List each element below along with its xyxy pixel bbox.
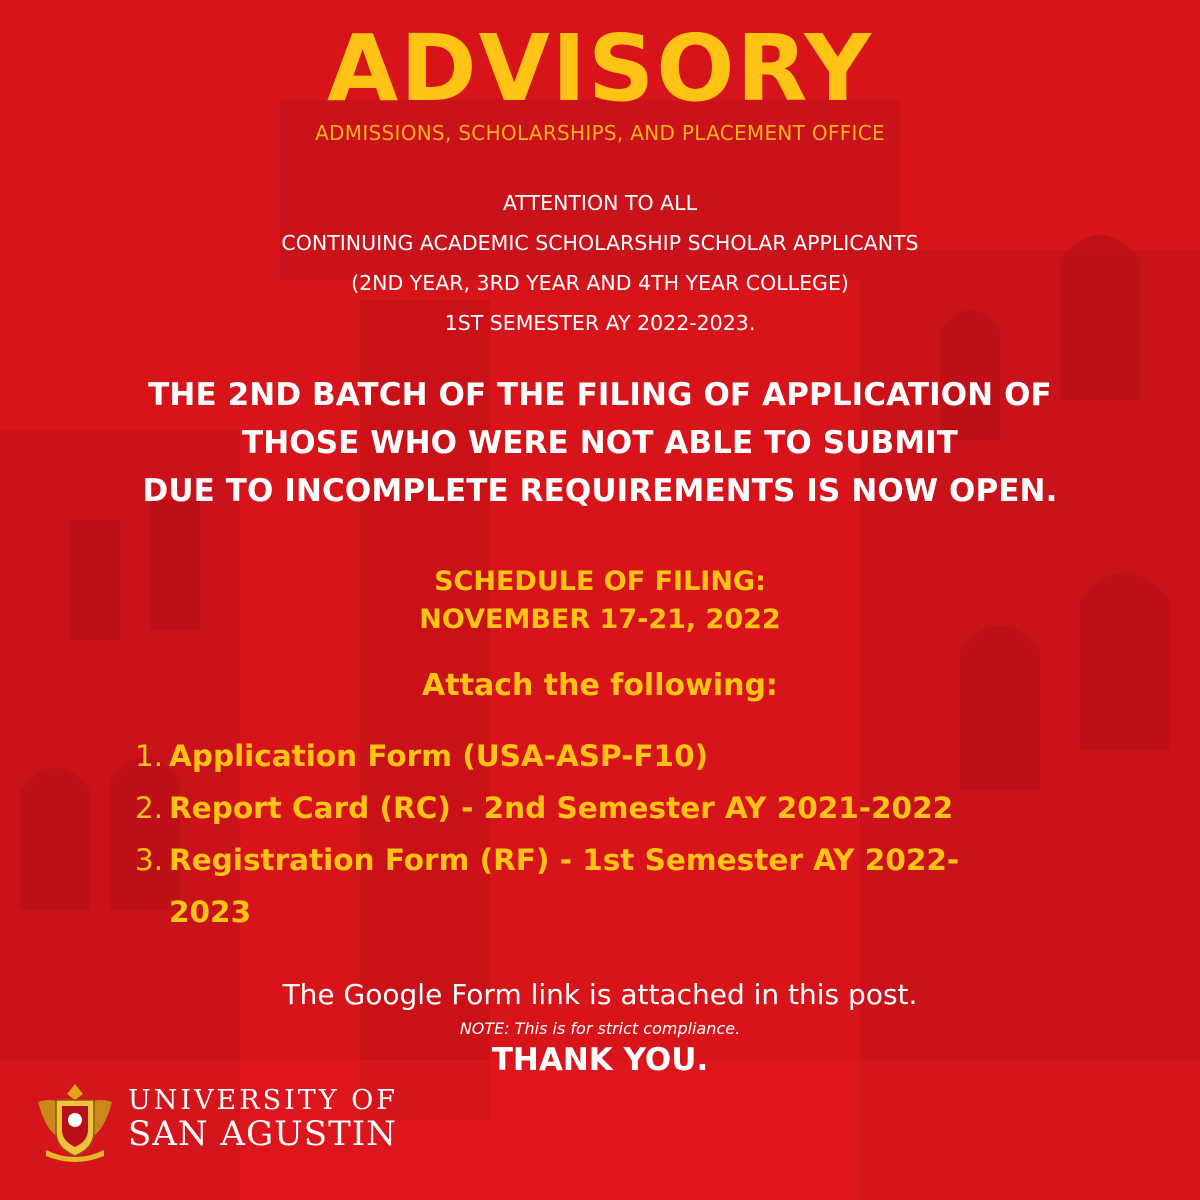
list-item-text: Registration Form (RF) - 1st Semester AY 2022-2023 (169, 843, 960, 929)
list-item-number: 1. (135, 739, 164, 773)
announcement-line: DUE TO INCOMPLETE REQUIREMENTS IS NOW OPEN. (142, 473, 1058, 510)
list-item-number: 2. (135, 791, 164, 825)
attention-line: CONTINUING ACADEMIC SCHOLARSHIP SCHOLAR APPLICANTS (281, 230, 919, 255)
attention-line: (2ND YEAR, 3RD YEAR AND 4TH YEAR COLLEGE) (351, 270, 849, 295)
announcement-block (0, 371, 1200, 515)
announcement-line: THE 2ND BATCH OF THE FILING OF APPLICATION OF (148, 377, 1052, 413)
attention-line: 1ST SEMESTER AY 2022-2023. (444, 310, 756, 335)
list-item-text: Report Card (RC) - 2nd Semester AY 2021-2022 (169, 791, 954, 825)
university-name (128, 1086, 398, 1153)
attention-block (0, 184, 1200, 344)
list-item-number: 3. (135, 843, 164, 877)
requirements-list (135, 730, 1055, 938)
thank-you: THANK YOU. (491, 1042, 709, 1078)
university-seal-icon (34, 1080, 116, 1164)
schedule-block (0, 563, 1200, 640)
list-item (135, 730, 1055, 782)
compliance-note: NOTE: This is for strict compliance. (459, 1019, 741, 1038)
university-name-line2: SAN AGUSTIN (128, 1113, 397, 1154)
advisory-title: ADVISORY (327, 15, 873, 122)
schedule-label: SCHEDULE OF FILING: (434, 566, 766, 597)
list-item-text: Application Form (USA-ASP-F10) (169, 739, 709, 773)
office-subtitle: ADMISSIONS, SCHOLARSHIPS, AND PLACEMENT OFFICE (315, 121, 885, 145)
google-form-notice: The Google Form link is attached in this post. (282, 978, 918, 1011)
attention-line: ATTENTION TO ALL (503, 191, 697, 215)
list-item (135, 782, 1055, 834)
announcement-line: THOSE WHO WERE NOT ABLE TO SUBMIT (241, 425, 959, 462)
university-name-line1: UNIVERSITY OF (128, 1085, 399, 1116)
list-item (135, 834, 1055, 938)
requirements-heading: Attach the following: (422, 668, 778, 703)
schedule-dates: NOVEMBER 17-21, 2022 (419, 604, 781, 636)
